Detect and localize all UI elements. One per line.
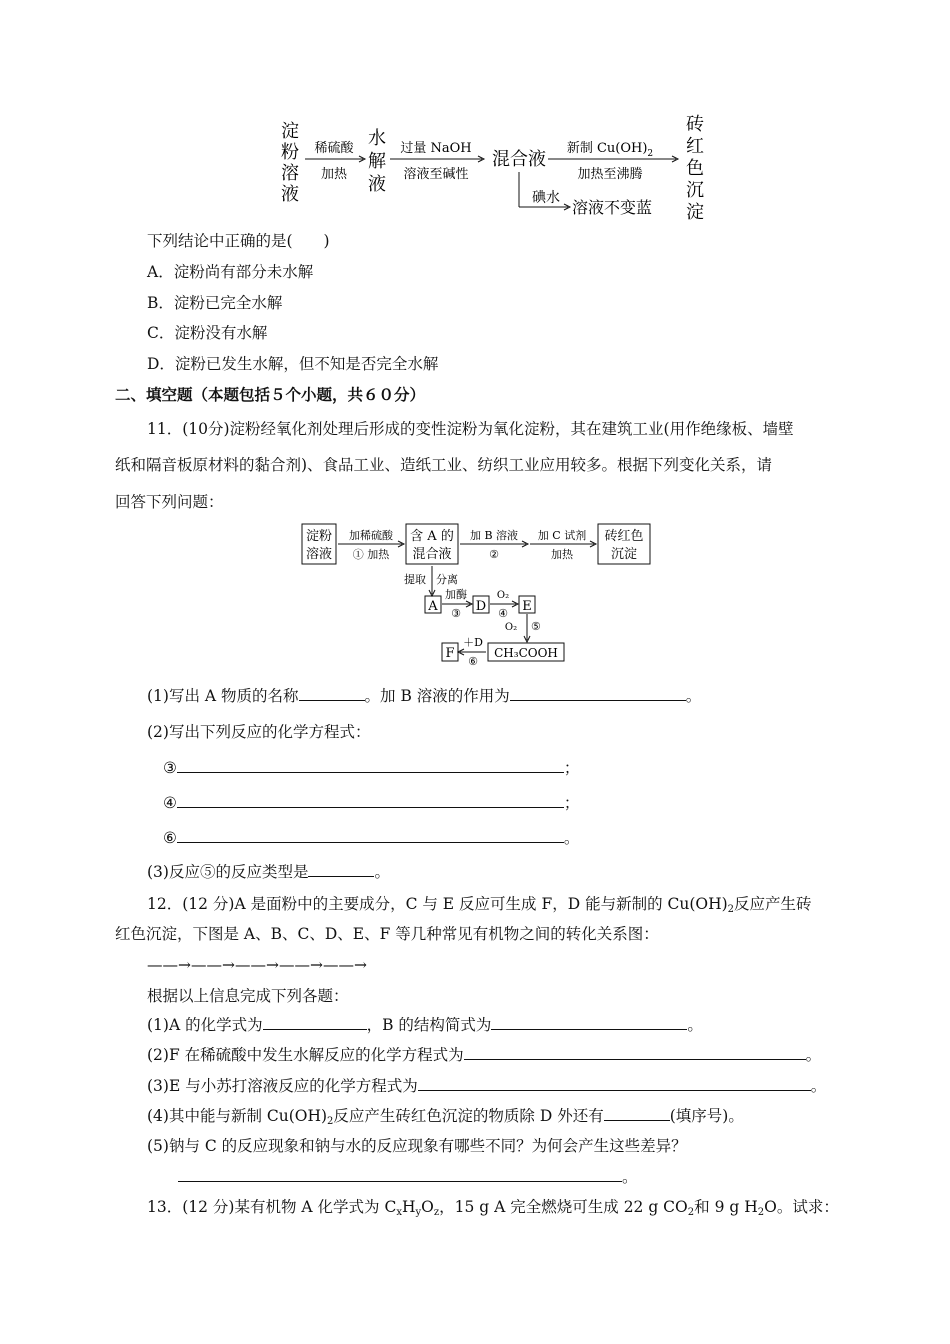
- q11-part2: (2)写出下列反应的化学方程式：: [147, 723, 371, 741]
- d2-box2-l2: 混合液: [412, 547, 452, 562]
- d2-arrow2-top: 加 B 溶液: [469, 529, 519, 542]
- d2-box1-l1: 淀粉: [305, 529, 333, 544]
- d2-box3-l1: 砖红色: [604, 529, 644, 544]
- q12-arrow-chain: ——→——→——→——→——→: [147, 956, 367, 974]
- d1-arrow1-bottom: 加热: [320, 167, 348, 182]
- d2-arrow1-bottom: ① 加热: [352, 548, 390, 561]
- d2-node-e: E: [522, 599, 532, 614]
- d1-start-2: 粉: [281, 142, 299, 163]
- q12-line2: 红色沉淀，下图是 A、B、C、D、E、F 等几种常见有机物之间的转化关系图：: [115, 925, 659, 943]
- q12-blank-a-formula[interactable]: [263, 1015, 367, 1030]
- q12-blank-f-hydrolysis[interactable]: [464, 1045, 806, 1060]
- d1-start-4: 液: [281, 184, 299, 205]
- section2-title: 二、填空题（本题包括５个小题，共６０分）: [115, 385, 426, 404]
- q11-blank-b-role[interactable]: [510, 686, 686, 701]
- d1-arrow3-bottom: 加热至沸腾: [577, 167, 643, 182]
- d2-enzyme: 加酶: [445, 588, 467, 601]
- q11-eq6: ⑥ 。: [163, 829, 580, 847]
- q11-part1: (1)写出 A 物质的名称 。加 B 溶液的作用为 。: [147, 687, 702, 705]
- d2-arrow3-bottom: 加热: [551, 548, 573, 561]
- d1-branch-result: 溶液不变蓝: [572, 198, 653, 217]
- d1-end-1: 砖: [686, 114, 704, 135]
- d1-start-1: 淀: [281, 121, 299, 142]
- q11-part3: (3)反应⑤的反应类型是 。: [147, 863, 390, 881]
- q10-option-b: B．淀粉已完全水解: [147, 294, 283, 312]
- q10-option-d: D．淀粉已发生水解，但不知是否完全水解: [147, 355, 439, 373]
- d1-arrow2-bottom: 溶液至碱性: [403, 167, 469, 182]
- d1-branch-label: 碘水: [532, 190, 560, 206]
- d2-box2-l1: 含 A 的: [410, 529, 454, 544]
- d2-arrow2-bottom: ②: [489, 548, 499, 561]
- q10-stem: 下列结论中正确的是( ): [147, 232, 330, 250]
- q11-blank-a-name[interactable]: [299, 686, 365, 701]
- q13-line1: 13．(12 分)某有机物 A 化学式为 $C_xH_yO_z$，15 g A 完全燃烧可生成 22 g $CO_2$和 9 g $H_2O$。试求：: [147, 1198, 839, 1218]
- q11-eq4: ④ ；: [163, 794, 580, 812]
- q12-sub5: (5)钠与 C 的反应现象和钠与水的反应现象有哪些不同？为何会产生这些差异？: [147, 1137, 687, 1155]
- q12-line3: 根据以上信息完成下列各题：: [147, 987, 349, 1005]
- q12-sub2: (2)F 在稀硫酸中发生水解反应的化学方程式为 。: [147, 1046, 822, 1064]
- d2-plus-d: ＋D: [463, 636, 483, 649]
- d1-arrow1-top: 稀硫酸: [314, 141, 354, 156]
- d1-start-3: 溶: [281, 163, 299, 184]
- d2-step3: ③: [451, 607, 461, 620]
- q11-line3: 回答下列问题：: [115, 493, 224, 511]
- q12-blank-substances[interactable]: [604, 1106, 670, 1121]
- d2-step5: ⑤: [531, 620, 541, 633]
- q12-blank-e-reaction[interactable]: [418, 1076, 811, 1091]
- q11-blank-eq6[interactable]: [177, 828, 564, 843]
- q11-blank-eq4[interactable]: [177, 793, 564, 808]
- d2-arrow3-top: 加 C 试剂: [537, 529, 587, 542]
- q12-sub3: (3)E 与小苏打溶液反应的化学方程式为 。: [147, 1077, 827, 1095]
- q10-option-c: C．淀粉没有水解: [147, 324, 268, 342]
- d2-acid: CH₃COOH: [494, 646, 558, 660]
- q12-blank-sodium-reaction[interactable]: [178, 1167, 622, 1182]
- d2-step4: ④: [498, 607, 508, 620]
- q11-blank-eq3[interactable]: [177, 758, 564, 773]
- q12-blank-b-structure[interactable]: [491, 1015, 687, 1030]
- q10-option-a: A．淀粉尚有部分未水解: [147, 263, 314, 281]
- d2-box1-l2: 溶液: [305, 547, 333, 562]
- q12-line1: 12．(12 分)A 是面粉中的主要成分，C 与 E 反应可生成 F，D 能与新制的 $Cu(OH)_2$反应产生砖: [147, 895, 812, 915]
- q11-eq3: ③ ；: [163, 759, 580, 777]
- q11-line2: 纸和隔音板原材料的黏合剂)、食品工业、造纸工业、纺织工业应用较多。根据下列变化关系，请: [115, 456, 773, 474]
- d1-node2-3: 液: [368, 174, 386, 195]
- q12-sub4: (4)其中能与新制 $Cu(OH)_2$反应产生砖红色沉淀的物质除 D 外还有 (填序号)。: [147, 1107, 744, 1127]
- d1-arrow3-top: 新制 $Cu(OH)_2$: [566, 141, 654, 159]
- d2-separate: 分离: [436, 573, 458, 586]
- d2-step6: ⑥: [468, 655, 478, 668]
- d2-node-a: A: [428, 599, 438, 614]
- d2-arrow1-top: 加稀硫酸: [349, 529, 393, 542]
- d2-node-d: D: [475, 599, 487, 614]
- hydrolysis-flow-diagram: [270, 112, 720, 222]
- d1-end-2: 红: [686, 136, 704, 157]
- q11-line1: 11．(10分)淀粉经氧化剂处理后形成的变性淀粉为氧化淀粉，其在建筑工业(用作绝缘板、墙壁: [147, 420, 794, 438]
- d2-extract: 提取: [404, 573, 426, 586]
- d1-node2-1: 水: [368, 128, 386, 149]
- d2-o2-b: O₂: [504, 622, 518, 633]
- q12-sub1: (1)A 的化学式为 ，B 的结构简式为 。: [147, 1016, 703, 1034]
- oxidized-starch-diagram: [298, 520, 658, 670]
- d1-node2-2: 解: [368, 151, 386, 172]
- d1-node3: 混合液: [492, 149, 546, 170]
- d2-box3-l2: 沉淀: [610, 547, 638, 562]
- d1-end-3: 色: [686, 158, 704, 179]
- d1-end-4: 沉: [686, 180, 704, 201]
- d1-end-5: 淀: [686, 202, 704, 222]
- q12-sub5-answer: 。: [178, 1167, 638, 1187]
- q11-blank-type[interactable]: [308, 862, 374, 877]
- d2-node-f: F: [445, 646, 455, 661]
- d2-o2-a: O₂: [496, 590, 510, 601]
- d1-arrow2-top: 过量 NaOH: [400, 141, 472, 156]
